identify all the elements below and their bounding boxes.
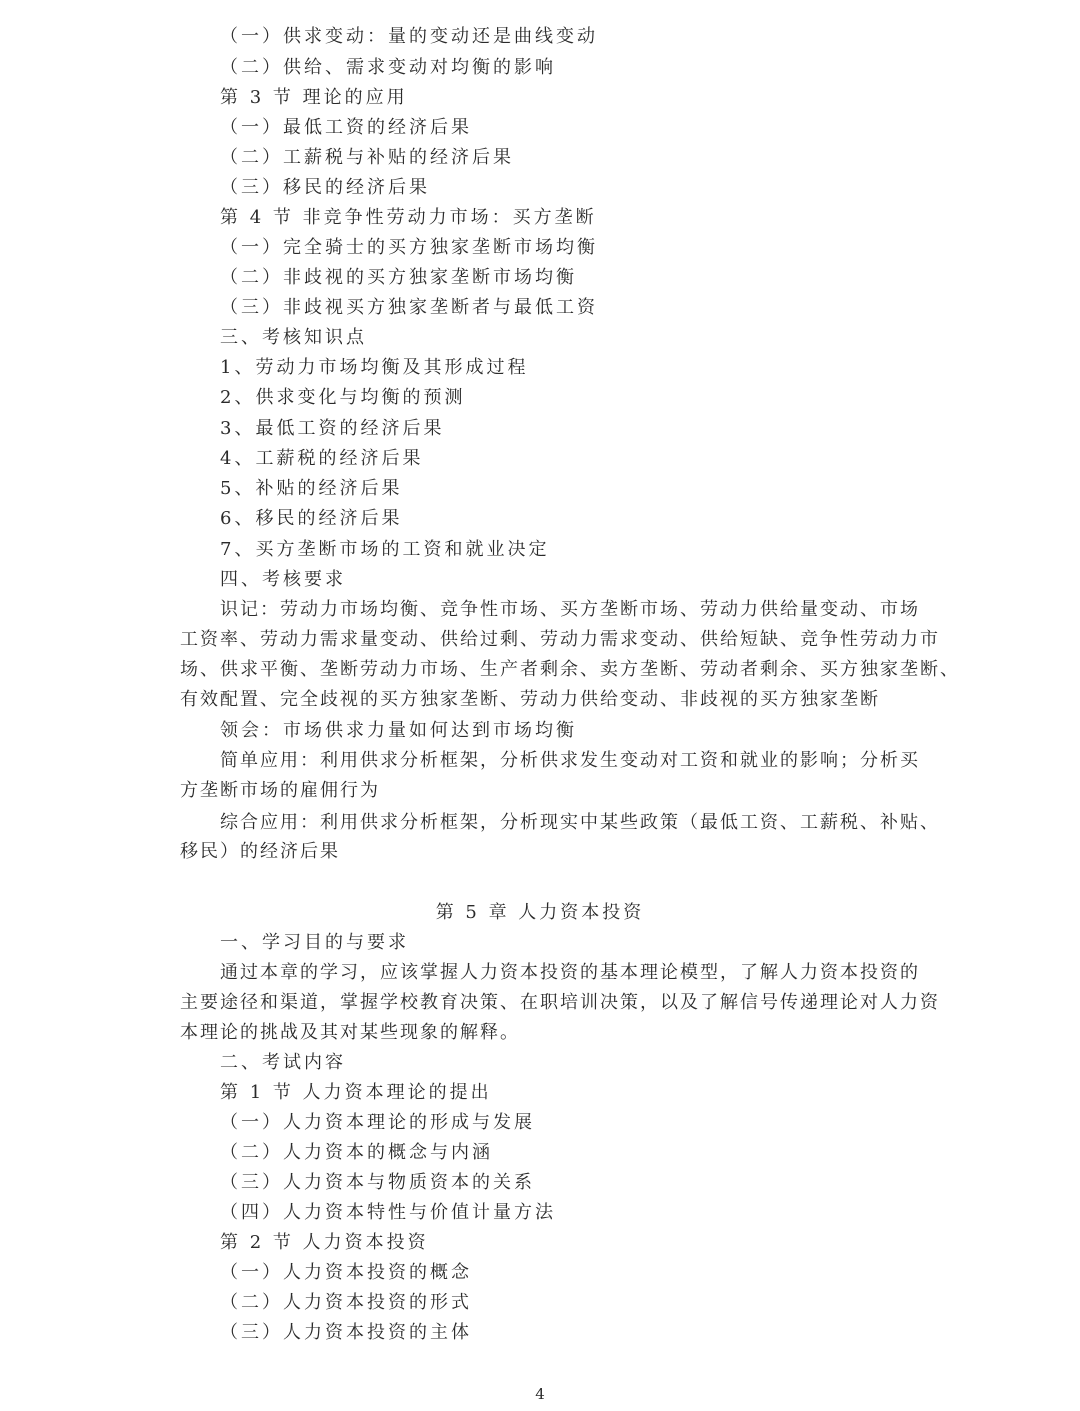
knowledge-heading: 三、考核知识点	[220, 327, 367, 348]
section-item: （一）完全骑士的买方独家垄断市场均衡	[220, 237, 598, 258]
section-item: （二）工薪税与补贴的经济后果	[220, 147, 514, 168]
knowledge-point: 5、补贴的经济后果	[220, 478, 403, 499]
section-item: （一）最低工资的经济后果	[220, 117, 472, 138]
page-number: 4	[535, 1385, 545, 1403]
section-item: （四）人力资本特性与价值计量方法	[220, 1202, 556, 1223]
knowledge-point: 3、最低工资的经济后果	[220, 418, 445, 439]
goal-paragraph-line: 本理论的挑战及其对某些现象的解释。	[180, 1022, 520, 1043]
goal-paragraph-line: 通过本章的学习，应该掌握人力资本投资的基本理论模型，了解人力资本投资的	[220, 962, 920, 983]
zonghe-paragraph-line: 移民）的经济后果	[180, 841, 340, 862]
section-item: （一）人力资本理论的形成与发展	[220, 1112, 535, 1133]
section-item: （二）人力资本投资的形式	[220, 1292, 472, 1313]
knowledge-point: 2、供求变化与均衡的预测	[220, 387, 466, 408]
zonghe-paragraph-line: 综合应用：利用供求分析框架，分析现实中某些政策（最低工资、工薪税、补贴、	[220, 812, 940, 833]
section-heading: 第 4 节 非竞争性劳动力市场：买方垄断	[220, 207, 597, 228]
chapter-title: 第 5 章 人力资本投资	[435, 902, 645, 923]
section-item: （三）移民的经济后果	[220, 177, 430, 198]
section-heading: 第 2 节 人力资本投资	[220, 1232, 429, 1253]
section-item: （三）人力资本投资的主体	[220, 1322, 472, 1343]
jiandan-paragraph-line: 方垄断市场的雇佣行为	[180, 780, 380, 801]
knowledge-point: 7、买方垄断市场的工资和就业决定	[220, 539, 550, 560]
knowledge-point: 4、工薪税的经济后果	[220, 448, 424, 469]
knowledge-point: 6、移民的经济后果	[220, 508, 403, 529]
section-item: （二）人力资本的概念与内涵	[220, 1142, 493, 1163]
section-item: （三）非歧视买方独家垄断者与最低工资	[220, 297, 598, 318]
linghui-line: 领会：市场供求力量如何达到市场均衡	[220, 720, 577, 741]
jiandan-paragraph-line: 简单应用：利用供求分析框架，分析供求发生变动对工资和就业的影响；分析买	[220, 750, 920, 771]
section-heading: 第 3 节 理论的应用	[220, 87, 408, 108]
shiji-paragraph-line: 识记：劳动力市场均衡、竞争性市场、买方垄断市场、劳动力供给量变动、市场	[220, 599, 920, 620]
requirements-heading: 四、考核要求	[220, 569, 346, 590]
exam-heading: 二、考试内容	[220, 1052, 346, 1073]
shiji-paragraph-line: 有效配置、完全歧视的买方独家垄断、劳动力供给变动、非歧视的买方独家垄断	[180, 689, 880, 710]
section-item: （一）人力资本投资的概念	[220, 1262, 472, 1283]
section-item: （一）供求变动：量的变动还是曲线变动	[220, 26, 598, 47]
goal-heading: 一、学习目的与要求	[220, 932, 409, 953]
goal-paragraph-line: 主要途径和渠道，掌握学校教育决策、在职培训决策，以及了解信号传递理论对人力资	[180, 992, 940, 1013]
section-item: （三）人力资本与物质资本的关系	[220, 1172, 535, 1193]
shiji-paragraph-line: 场、供求平衡、垄断劳动力市场、生产者剩余、卖方垄断、劳动者剩余、买方独家垄断、	[180, 659, 960, 680]
section-item: （二）供给、需求变动对均衡的影响	[220, 57, 556, 78]
shiji-paragraph-line: 工资率、劳动力需求量变动、供给过剩、劳动力需求变动、供给短缺、竞争性劳动力市	[180, 629, 940, 650]
section-item: （二）非歧视的买方独家垄断市场均衡	[220, 267, 577, 288]
section-heading: 第 1 节 人力资本理论的提出	[220, 1082, 492, 1103]
knowledge-point: 1、劳动力市场均衡及其形成过程	[220, 357, 529, 378]
